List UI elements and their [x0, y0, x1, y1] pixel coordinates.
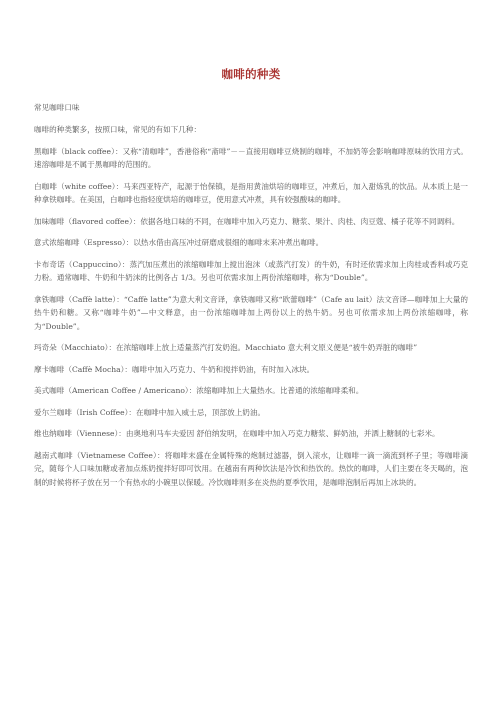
- paragraph-black-coffee: 黑咖啡（black coffee）：又称“清咖啡”，香港俗称“斋啡”－－直接用咖啡豆烧制的咖啡，不加奶等会影响咖啡原味的饮用方式。速溶咖啡是不属于黑咖啡的范围的。: [34, 146, 468, 169]
- paragraph-intro: 咖啡的种类繁多，按照口味，常见的有如下几种：: [34, 125, 202, 134]
- paragraph-americano: 美式咖啡（American Coffee / Americano）：浓缩咖啡加上大量热水。比普通的浓缩咖啡柔和。: [34, 386, 364, 395]
- paragraph-caffe-mocha: 摩卡咖啡（Caffè Mocha）：咖啡中加入巧克力、牛奶和搅拌奶油，有时加入冰块。: [34, 364, 315, 374]
- paragraph-macchiato: 玛奇朵（Macchiato）：在浓缩咖啡上放上适量蒸汽打发奶泡。Macchiato 意大利文原义便是“被牛奶弄脏的咖啡”: [34, 343, 418, 352]
- paragraph-cappuccino: 卡布奇诺（Cappuccino）：蒸汽加压煮出的浓缩咖啡加上搅出泡沫（或蒸汽打发）的牛奶，有时还依需求加上肉桂或香料或巧克力粉。通常咖啡、牛奶和牛奶沫的比例各占 1/3。另也可依需求加上两份浓缩咖啡，称为“Double”。: [34, 259, 468, 282]
- paragraph-vietnamese-coffee: 越南式咖啡（Vietnamese Coffee）：将咖啡末盛在金属特殊的炮制过滤器，倒入滚水，让咖啡一滴一滴流到杯子里；等咖啡滴完，随每个人口味加糖或者加点炼奶搅拌好即可饮用。在越南有两种饮法是冷饮和热饮的。热饮的咖啡，人们主要在冬天喝的，泡制的时候将杯子放在另一个有热水的小碗里以保暖。冷饮咖啡则多在炎热的夏季饮用，是咖啡泡制后再加上冰块的。: [34, 450, 468, 487]
- paragraph-espresso: 意式浓缩咖啡（Espresso）：以热水借由高压冲过研磨成很细的咖啡末来冲煮出咖啡。: [34, 238, 324, 247]
- paragraph-irish-coffee: 爱尔兰咖啡（Irish Coffee）：在咖啡中加入威士忌，顶部放上奶油。: [34, 407, 266, 417]
- paragraph-caffe-latte: 拿铁咖啡（Caffè latte）：“Caffè latte”为意大利文音译，拿铁咖啡又称“欧蕾咖啡”（Cafe au lait）法文音译—咖啡加上大量的热牛奶和糖。又称“咖啡牛奶”—中文释意，由一份浓缩咖啡加上两份以上的热牛奶。另也可依需求加上两份浓缩咖啡，称为“Double”。: [34, 294, 468, 331]
- paragraph-flavored-coffee: 加味咖啡（flavored coffee）：依据各地口味的不同，在咖啡中加入巧克力、糖浆、果汁、肉桂、肉豆蔻、橘子花等不同调料。: [34, 216, 460, 226]
- paragraph-viennese: 维也纳咖啡（Viennese）：由奥地利马车夫爱因 舒伯纳发明，在咖啡中加入巧克力糖浆、鲜奶油，并洒上糖制的七彩米。: [34, 429, 440, 438]
- page-title: 咖啡的种类: [221, 67, 281, 81]
- paragraph-white-coffee: 白咖啡（white coffee）：马来西亚特产，起源于怡保镇，是指用黄油烘培的咖啡豆，冲煮后，加入甜炼乳的饮品。从本质上是一种拿铁咖啡。在美国，白咖啡也指轻度烘培的咖啡豆，使用意式冲煮，具有较强酸味的咖啡。: [34, 181, 468, 204]
- section-subtitle: 常见咖啡口味: [34, 103, 80, 112]
